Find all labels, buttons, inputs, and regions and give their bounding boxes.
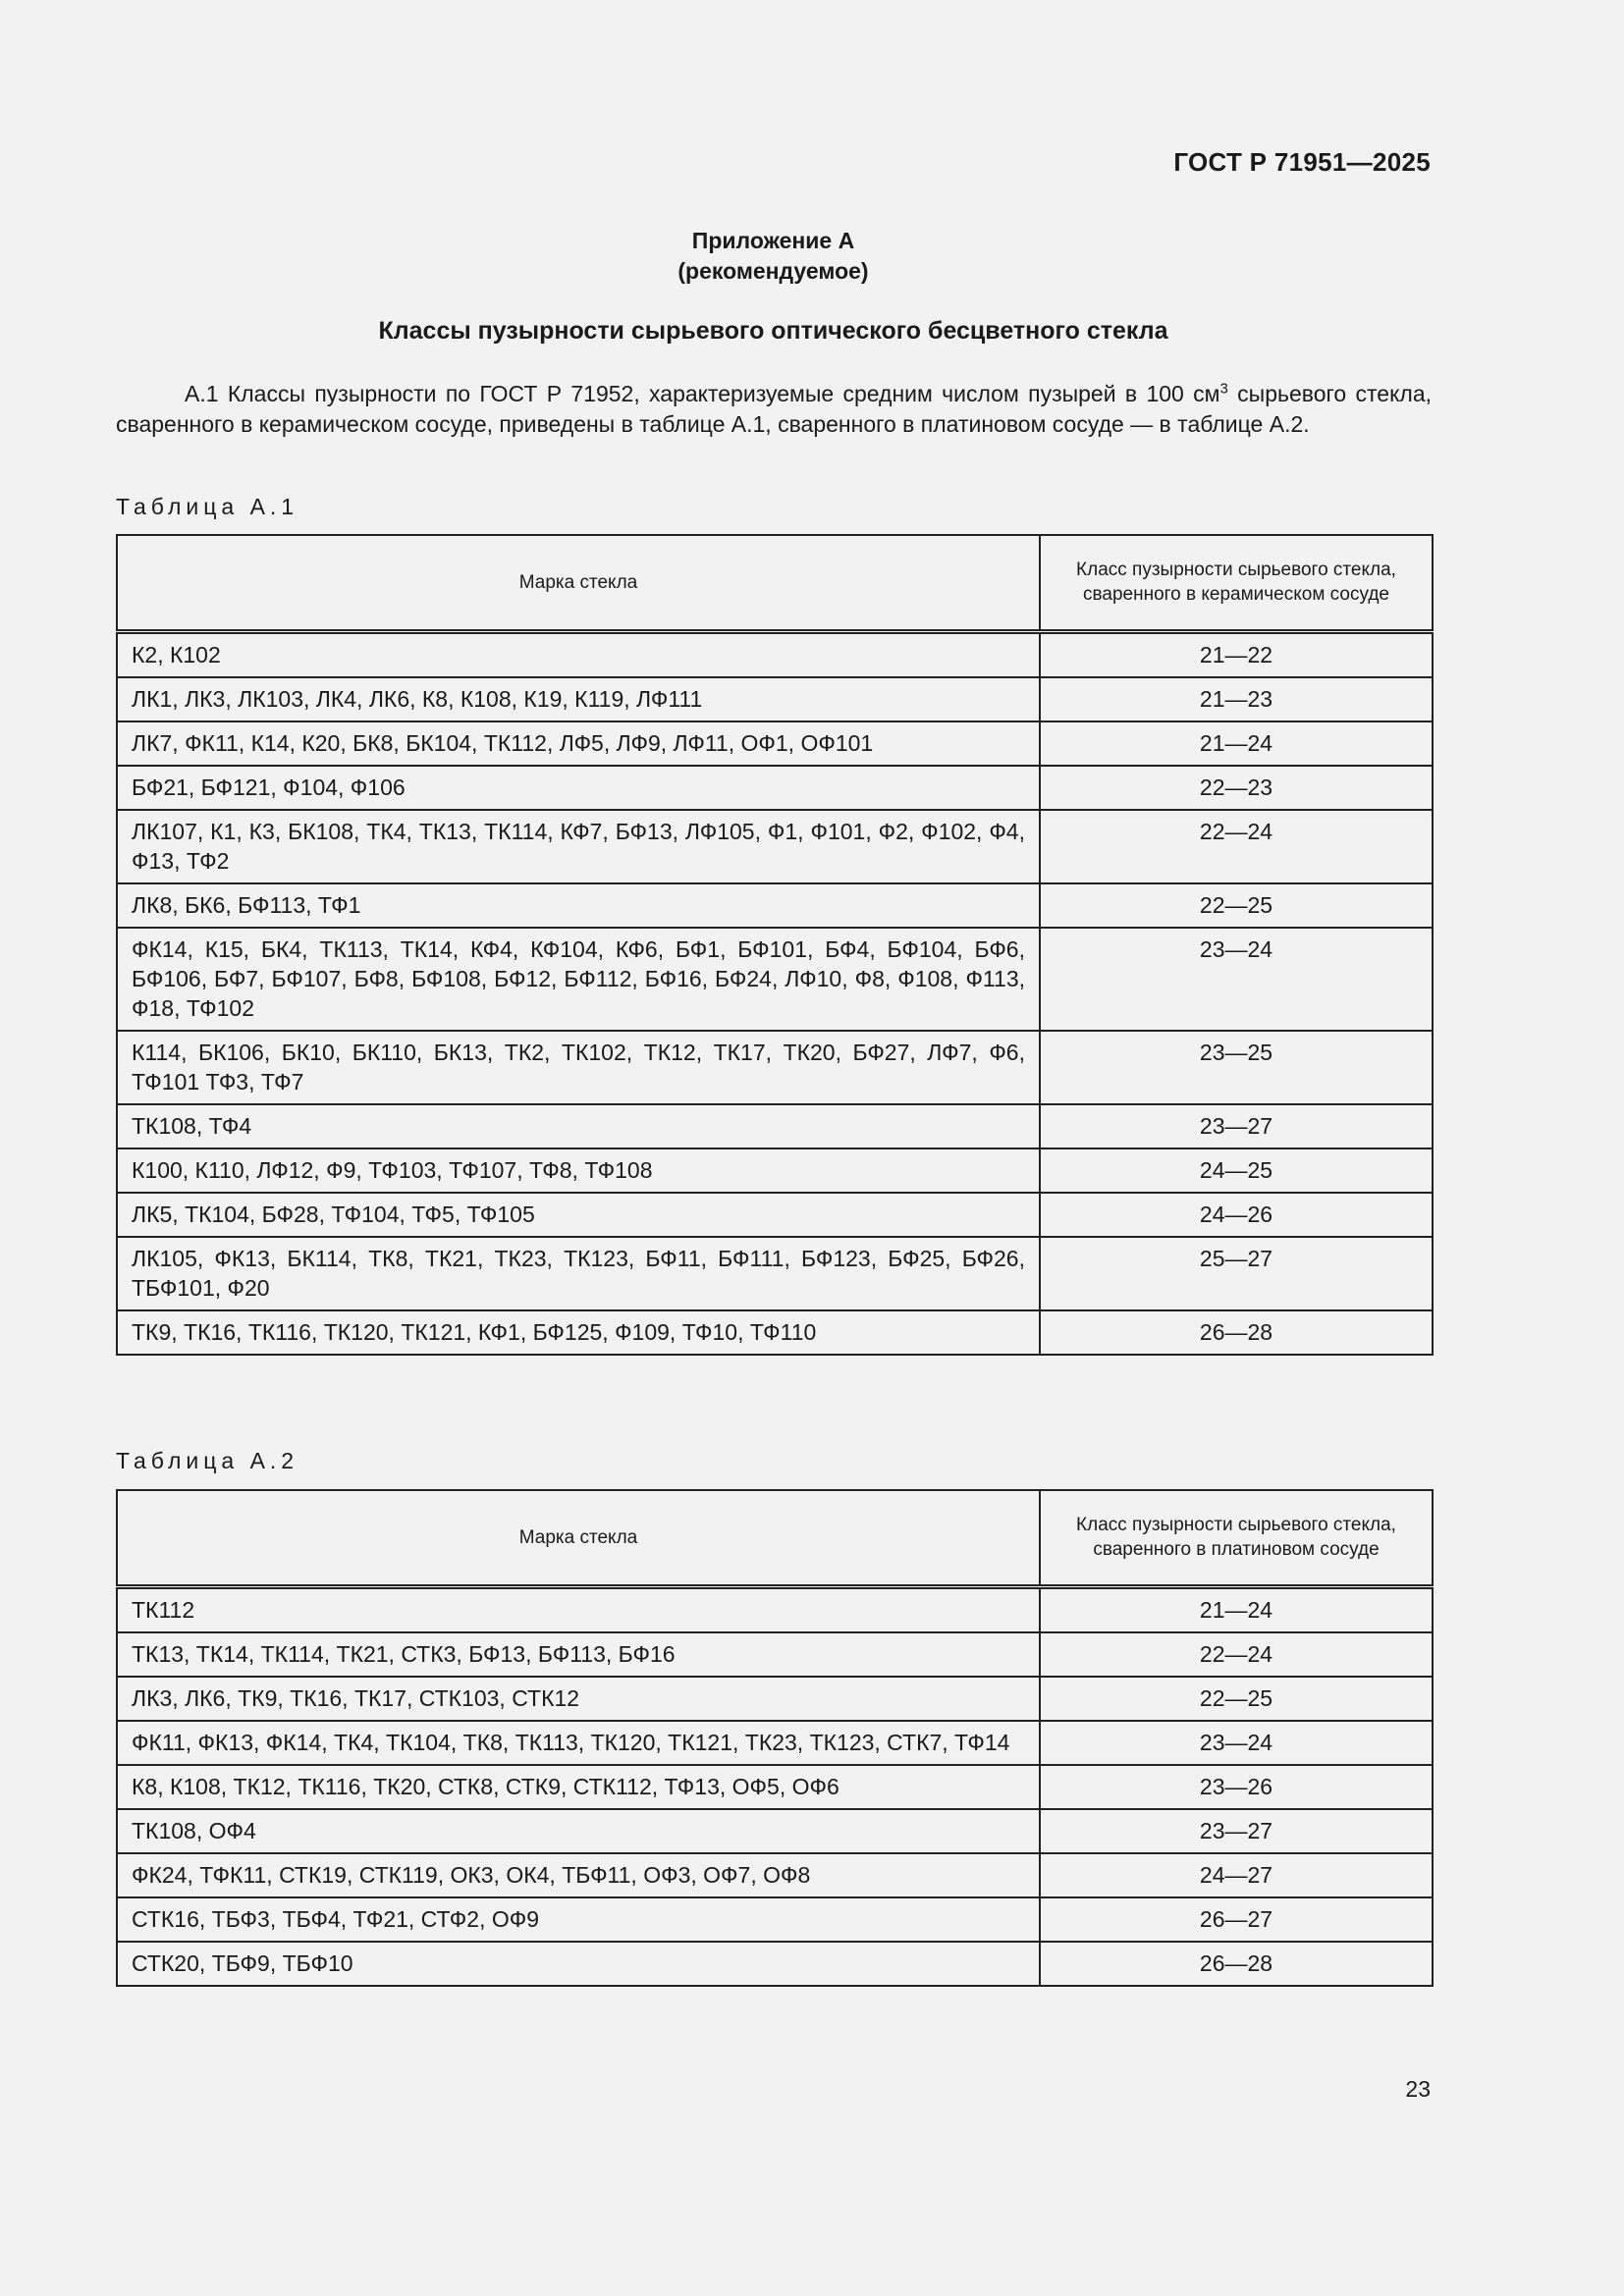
table-row [117, 883, 1433, 928]
table-row [117, 1809, 1433, 1853]
glass-grade-cell: ТК9, ТК16, ТК116, ТК120, ТК121, КФ1, БФ125, Ф109, ТФ10, ТФ110 [117, 1310, 1040, 1355]
glass-grade-cell: СТК16, ТБФ3, ТБФ4, ТФ21, СТФ2, ОФ9 [117, 1897, 1040, 1942]
table-row [117, 1193, 1433, 1237]
glass-grade-cell: ФК11, ФК13, ФК14, ТК4, ТК104, ТК8, ТК113, ТК120, ТК121, ТК23, ТК123, СТК7, ТФ14 [117, 1721, 1040, 1765]
table-row [117, 766, 1433, 810]
table-row [117, 810, 1433, 883]
bubble-class-cell: 22—25 [1040, 883, 1433, 928]
bubble-class-cell: 22—24 [1040, 810, 1433, 883]
table-row [117, 721, 1433, 766]
intro-paragraph [116, 379, 1432, 440]
bubble-class-cell: 23—27 [1040, 1809, 1433, 1853]
intro-superscript: 3 [1219, 380, 1228, 398]
bubble-class-cell: 21—24 [1040, 1586, 1433, 1632]
bubble-class-cell: 24—27 [1040, 1853, 1433, 1897]
table-row [117, 1237, 1433, 1310]
table-row [117, 928, 1433, 1031]
bubble-class-cell: 23—24 [1040, 928, 1433, 1031]
glass-grade-cell: ТК108, ТФ4 [117, 1104, 1040, 1148]
appendix-title: Приложение А [691, 228, 855, 253]
table1-header-row [117, 535, 1433, 631]
bubble-class-cell: 22—25 [1040, 1677, 1433, 1721]
table-row [117, 1104, 1433, 1148]
bubble-class-cell: 23—25 [1040, 1031, 1433, 1104]
bubble-class-cell: 23—27 [1040, 1104, 1433, 1148]
glass-grade-cell: ЛК1, ЛК3, ЛК103, ЛК4, ЛК6, К8, К108, К19, К119, ЛФ111 [117, 677, 1040, 721]
table-row [117, 1632, 1433, 1677]
bubble-class-cell: 24—25 [1040, 1148, 1433, 1193]
glass-grade-cell: ФК14, К15, БК4, ТК113, ТК14, КФ4, КФ104, КФ6, БФ1, БФ101, БФ4, БФ104, БФ6, БФ106, БФ7, БФ107, БФ8, БФ108, БФ12, БФ112, БФ16, БФ24, ЛФ10, Ф8, Ф108, Ф113, Ф18, ТФ102 [117, 928, 1040, 1031]
page-number: 23 [1405, 2076, 1431, 2102]
glass-grade-cell: К2, К102 [117, 631, 1040, 677]
glass-grade-cell: БФ21, БФ121, Ф104, Ф106 [117, 766, 1040, 810]
bubble-class-cell: 21—23 [1040, 677, 1433, 721]
table-row [117, 677, 1433, 721]
glass-grade-cell: ТК112 [117, 1586, 1040, 1632]
glass-grade-cell: ТК108, ОФ4 [117, 1809, 1040, 1853]
table-row [117, 1942, 1433, 1986]
glass-grade-cell: ЛК8, БК6, БФ113, ТФ1 [117, 883, 1040, 928]
bubble-class-cell: 23—26 [1040, 1765, 1433, 1809]
glass-grade-cell: ЛК7, ФК11, К14, К20, БК8, БК104, ТК112, ЛФ5, ЛФ9, ЛФ11, ОФ1, ОФ101 [117, 721, 1040, 766]
appendix-heading [0, 226, 1546, 287]
table-row [117, 1677, 1433, 1721]
bubble-class-cell: 23—24 [1040, 1721, 1433, 1765]
bubble-class-cell: 24—26 [1040, 1193, 1433, 1237]
bubble-class-cell: 21—24 [1040, 721, 1433, 766]
table2-header-row [117, 1490, 1433, 1586]
table2-header-mark: Марка стекла [117, 1490, 1040, 1586]
glass-grade-cell: ЛК5, ТК104, БФ28, ТФ104, ТФ5, ТФ105 [117, 1193, 1040, 1237]
table-row [117, 1897, 1433, 1942]
table2-header-class: Класс пузырности сырьевого стекла, сваренного в платиновом сосуде [1040, 1490, 1433, 1586]
table-row [117, 1148, 1433, 1193]
glass-grade-cell: СТК20, ТБФ9, ТБФ10 [117, 1942, 1040, 1986]
table1-header-mark: Марка стекла [117, 535, 1040, 631]
table2-caption: Таблица А.2 [116, 1448, 299, 1473]
glass-grade-cell: ЛК3, ЛК6, ТК9, ТК16, ТК17, СТК103, СТК12 [117, 1677, 1040, 1721]
table1-header-class: Класс пузырности сырьевого стекла, сваренного в керамическом сосуде [1040, 535, 1433, 631]
glass-grade-cell: ЛК107, К1, К3, БК108, ТК4, ТК13, ТК114, КФ7, БФ13, ЛФ105, Ф1, Ф101, Ф2, Ф102, Ф4, Ф13, ТФ2 [117, 810, 1040, 883]
intro-text-start: А.1 Классы пузырности по ГОСТ Р 71952, характеризуемые средним числом пузырей в 100 см [185, 381, 1220, 406]
bubble-class-cell: 26—28 [1040, 1942, 1433, 1986]
intro-text-end: сырьевого стекла, сваренного в керамическом сосуде, приведены в таблице А.1, сваренного в платиновом сосуде — в таблице А.2. [116, 381, 1433, 437]
table2 [116, 1489, 1434, 1987]
table-row [117, 1765, 1433, 1809]
appendix-type: (рекомендуемое) [677, 258, 869, 284]
document-code: ГОСТ Р 71951—2025 [1173, 147, 1431, 177]
bubble-class-cell: 22—23 [1040, 766, 1433, 810]
bubble-class-cell: 22—24 [1040, 1632, 1433, 1677]
bubble-class-cell: 21—22 [1040, 631, 1433, 677]
table-row [117, 1310, 1433, 1355]
table-row [117, 631, 1433, 677]
bubble-class-cell: 25—27 [1040, 1237, 1433, 1310]
glass-grade-cell: К100, К110, ЛФ12, Ф9, ТФ103, ТФ107, ТФ8, ТФ108 [117, 1148, 1040, 1193]
bubble-class-cell: 26—28 [1040, 1310, 1433, 1355]
table-row [117, 1031, 1433, 1104]
glass-grade-cell: К114, БК106, БК10, БК110, БК13, ТК2, ТК102, ТК12, ТК17, ТК20, БФ27, ЛФ7, Ф6, ТФ101 ТФ3, ТФ7 [117, 1031, 1040, 1104]
glass-grade-cell: К8, К108, ТК12, ТК116, ТК20, СТК8, СТК9, СТК112, ТФ13, ОФ5, ОФ6 [117, 1765, 1040, 1809]
glass-grade-cell: ТК13, ТК14, ТК114, ТК21, СТК3, БФ13, БФ113, БФ16 [117, 1632, 1040, 1677]
table-row [117, 1721, 1433, 1765]
table-row [117, 1586, 1433, 1632]
section-title: Классы пузырности сырьевого оптического бесцветного стекла [378, 317, 1168, 345]
table1-caption: Таблица А.1 [116, 494, 299, 519]
glass-grade-cell: ФК24, ТФК11, СТК19, СТК119, ОК3, ОК4, ТБФ11, ОФ3, ОФ7, ОФ8 [117, 1853, 1040, 1897]
table-row [117, 1853, 1433, 1897]
table1 [116, 534, 1434, 1356]
glass-grade-cell: ЛК105, ФК13, БК114, ТК8, ТК21, ТК23, ТК123, БФ11, БФ111, БФ123, БФ25, БФ26, ТБФ101, Ф20 [117, 1237, 1040, 1310]
bubble-class-cell: 26—27 [1040, 1897, 1433, 1942]
